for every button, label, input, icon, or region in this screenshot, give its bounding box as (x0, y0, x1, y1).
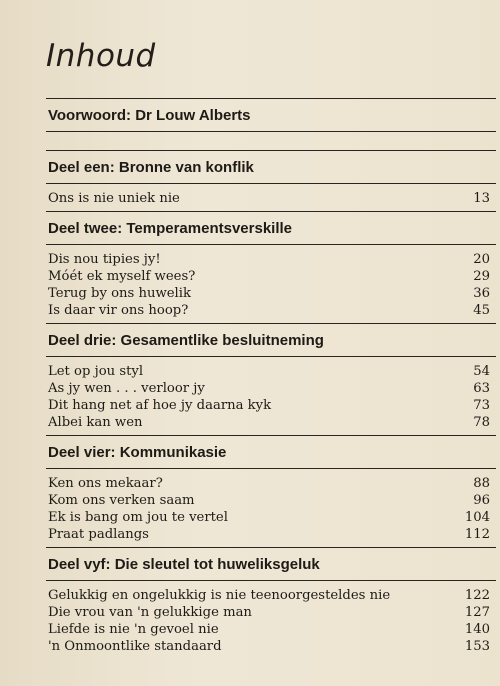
entry-title: Is daar vir ons hoop? (48, 303, 189, 318)
page-title: Inhoud (46, 38, 156, 74)
section-entries (46, 245, 490, 323)
toc-entry (48, 380, 490, 397)
entry-title: Ken ons mekaar? (48, 476, 163, 491)
entry-title: Let op jou styl (48, 364, 144, 379)
section-entries (46, 469, 490, 547)
entry-page-number: 73 (473, 398, 490, 413)
toc-entry (48, 397, 490, 414)
entry-page-number: 96 (473, 493, 490, 508)
entry-title: Die vrou van 'n gelukkige man (48, 605, 252, 620)
toc-entry (48, 363, 490, 380)
toc-entry (48, 475, 490, 492)
entry-page-number: 127 (464, 605, 490, 620)
entry-page-number: 54 (473, 364, 490, 379)
entry-page-number: 78 (473, 415, 490, 430)
entry-title: As jy wen . . . verloor jy (48, 381, 205, 396)
entry-page-number: 13 (473, 191, 490, 206)
section-heading: Deel een: Bronne van konflik (46, 151, 496, 184)
toc-entry (48, 638, 490, 655)
entry-title: Móét ek myself wees? (48, 269, 196, 284)
entry-page-number: 140 (464, 622, 490, 637)
toc-entry (48, 302, 490, 319)
section-entries (46, 357, 490, 435)
toc-entry (48, 604, 490, 621)
section-entries (46, 581, 490, 659)
toc-entry (48, 621, 490, 638)
entry-page-number: 104 (464, 510, 490, 525)
section-heading: Deel vyf: Die sleutel tot huweliksgeluk (46, 548, 496, 581)
entry-page-number: 45 (473, 303, 490, 318)
entry-page-number: 63 (473, 381, 490, 396)
entry-title: 'n Onmoontlike standaard (48, 639, 222, 654)
entry-title: Praat padlangs (48, 527, 149, 542)
toc-entry (48, 509, 490, 526)
toc-entry (48, 526, 490, 543)
entry-title: Ons is nie uniek nie (48, 191, 180, 206)
section-heading: Deel drie: Gesamentlike besluitneming (46, 324, 496, 357)
section-entries (46, 184, 490, 211)
toc-entry (48, 414, 490, 431)
entry-page-number: 20 (473, 252, 490, 267)
section-heading: Deel twee: Temperamentsverskille (46, 212, 496, 245)
toc-entry (48, 492, 490, 509)
entry-title: Terug by ons huwelik (48, 286, 191, 301)
entry-title: Gelukkig en ongelukkig is nie teenoorgesteldes nie (48, 588, 391, 603)
section-heading: Voorwoord: Dr Louw Alberts (46, 99, 496, 132)
entry-page-number: 122 (464, 588, 490, 603)
entry-title: Kom ons verken saam (48, 493, 195, 508)
section-spacer (46, 132, 490, 150)
entry-page-number: 112 (464, 527, 490, 542)
section-heading: Deel vier: Kommunikasie (46, 436, 496, 469)
toc-entry (48, 285, 490, 302)
entry-page-number: 29 (473, 269, 490, 284)
toc-entry (48, 268, 490, 285)
entry-title: Dis nou tipies jy! (48, 252, 161, 267)
toc-entry (48, 190, 490, 207)
entry-title: Dit hang net af hoe jy daarna kyk (48, 398, 272, 413)
toc-entry (48, 587, 490, 604)
entry-page-number: 36 (473, 286, 490, 301)
entry-page-number: 153 (464, 639, 490, 654)
entry-title: Ek is bang om jou te vertel (48, 510, 228, 525)
entry-page-number: 88 (473, 476, 490, 491)
table-of-contents (46, 98, 490, 659)
entry-title: Albei kan wen (48, 415, 143, 430)
toc-entry (48, 251, 490, 268)
entry-title: Liefde is nie 'n gevoel nie (48, 622, 219, 637)
